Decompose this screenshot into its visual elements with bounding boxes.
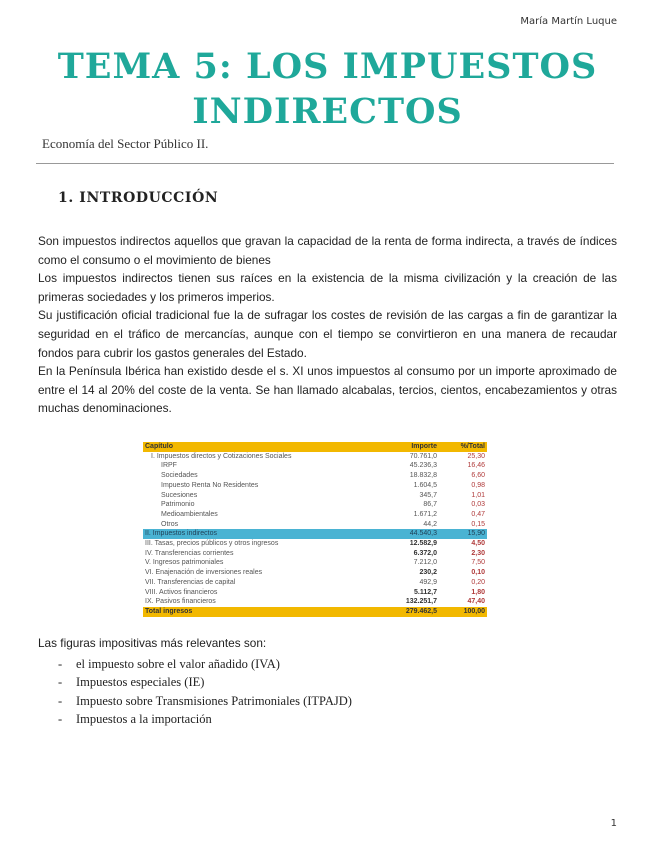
table-cell-pct: 1,80 xyxy=(471,588,485,596)
table-cell-pct: 7,50 xyxy=(471,559,485,567)
table-row xyxy=(143,529,487,539)
list-item: - el impuesto sobre el valor añadido (IVA) xyxy=(58,655,352,673)
table-row xyxy=(143,461,487,471)
table-cell-importe: 44,2 xyxy=(423,520,437,528)
table-row xyxy=(143,481,487,491)
section-body xyxy=(38,232,617,418)
table-cell-label: VII. Transferencias de capital xyxy=(145,578,236,586)
table-cell-importe: 7.212,0 xyxy=(413,559,437,567)
table-cell-label: IX. Pasivos financieros xyxy=(145,598,216,606)
table-cell-label: Sucesiones xyxy=(161,491,198,499)
section-heading: 1. INTRODUCCIÓN xyxy=(58,190,219,206)
paragraph: Los impuestos indirectos tienen sus raíces en la existencia de la misma civilización y la creación de las primeras sociedades y los primeros imperios. xyxy=(38,271,617,304)
table-cell-importe: 44.540,3 xyxy=(383,529,439,539)
table-row xyxy=(143,452,487,462)
table-cell-label: Patrimonio xyxy=(161,501,195,509)
page-number: 1 xyxy=(610,818,617,829)
table-cell-label: Total ingresos xyxy=(143,607,383,617)
table-cell-label: VIII. Activos financieros xyxy=(145,588,218,596)
author-name: María Martín Luque xyxy=(520,16,617,27)
list-item: - Impuestos a la importación xyxy=(58,710,352,728)
document-title: TEMA 5: LOS IMPUESTOS INDIRECTOS xyxy=(57,46,598,132)
document-subtitle: Economía del Sector Público II. xyxy=(42,136,209,151)
table-cell-label: Impuesto Renta No Residentes xyxy=(161,481,259,489)
table-cell-label: Sociedades xyxy=(161,472,198,480)
table-cell-pct: 0,20 xyxy=(471,578,485,586)
table-cell-importe: 18.832,8 xyxy=(409,472,437,480)
table-cell-importe: 12.582,9 xyxy=(409,540,437,548)
table-row xyxy=(143,607,487,617)
table-cell-label: III. Tasas, precios públicos y otros ingresos xyxy=(145,540,279,548)
table-cell-importe: 230,2 xyxy=(419,569,437,577)
table-cell-pct: 0,03 xyxy=(471,501,485,509)
table-cell-importe: 279.462,5 xyxy=(383,607,439,617)
table-cell-label: V. Ingresos patrimoniales xyxy=(145,559,224,567)
table-row xyxy=(143,588,487,598)
table-cell-label: VI. Enajenación de inversiones reales xyxy=(145,569,263,577)
table-cell-label: I. Impuestos directos y Cotizaciones Sociales xyxy=(151,452,292,460)
table-cell-pct: 0,15 xyxy=(471,520,485,528)
table-cell-pct: 6,60 xyxy=(471,472,485,480)
table-cell-pct: 0,10 xyxy=(471,569,485,577)
table-row xyxy=(143,558,487,568)
table-row xyxy=(143,597,487,607)
table-cell-importe: 70.761,0 xyxy=(409,452,437,460)
column-header-capitulo: Capítulo xyxy=(143,442,383,452)
revenue-table xyxy=(143,442,487,617)
table-header-row xyxy=(143,442,487,452)
paragraph: Su justificación oficial tradicional fue la de sufragar los costes de revisión de las cargas a fin de garantizar la seguridad en el tráfico de mercancías, aunque con el tiempo se convirtieron en una manera de recaudar fondos para cubrir los gastos generales del Estado. xyxy=(38,308,617,360)
table-cell-pct: 25,30 xyxy=(467,452,485,460)
table-cell-importe: 6.372,0 xyxy=(413,549,437,557)
table-cell-importe: 86,7 xyxy=(423,501,437,509)
table-cell-pct: 15,90 xyxy=(439,529,487,539)
table-row xyxy=(143,520,487,530)
table-row xyxy=(143,539,487,549)
figures-intro: Las figuras impositivas más relevantes son: xyxy=(38,636,267,650)
horizontal-divider xyxy=(36,163,614,164)
table-cell-pct: 100,00 xyxy=(439,607,487,617)
table-cell-importe: 45.236,3 xyxy=(409,462,437,470)
table-cell-label: Medioambientales xyxy=(161,510,218,518)
table-cell-pct: 0,47 xyxy=(471,510,485,518)
table-row xyxy=(143,549,487,559)
table-cell-pct: 0,98 xyxy=(471,481,485,489)
table-cell-pct: 1,01 xyxy=(471,491,485,499)
table-cell-importe: 492,9 xyxy=(419,578,437,586)
paragraph: Son impuestos indirectos aquellos que gravan la capacidad de la renta de forma indirecta, a través de índices como el consumo o el movimiento de bienes xyxy=(38,234,617,267)
table-cell-label: Otros xyxy=(161,520,179,528)
table-cell-pct: 4,50 xyxy=(471,540,485,548)
table-row xyxy=(143,491,487,501)
column-header-importe: Importe xyxy=(383,442,439,452)
table-row xyxy=(143,568,487,578)
table-cell-importe: 1.671,2 xyxy=(413,510,437,518)
paragraph: En la Península Ibérica han existido desde el s. XI unos impuestos al consumo por un importe aproximado de entre el 14 al 20% del coste de la venta. Se han llamado alcabalas, tercios, cientos, encabezamientos y otras muchas denominaciones. xyxy=(38,364,617,416)
table-cell-importe: 132.251,7 xyxy=(405,598,437,606)
table-cell-importe: 5.112,7 xyxy=(414,588,437,596)
table-cell-pct: 2,30 xyxy=(471,549,485,557)
table-row xyxy=(143,578,487,588)
table-cell-pct: 47,40 xyxy=(467,598,485,606)
table-cell-label: IV. Transferencias corrientes xyxy=(145,549,234,557)
column-header-pct: %/Total xyxy=(439,442,487,452)
table-cell-pct: 16,46 xyxy=(467,462,485,470)
list-item: - Impuestos especiales (IE) xyxy=(58,673,352,691)
table-row xyxy=(143,471,487,481)
table-cell-importe: 1.604,5 xyxy=(413,481,437,489)
table-cell-label: IRPF xyxy=(161,462,177,470)
figures-list xyxy=(58,655,352,728)
table-row xyxy=(143,500,487,510)
table-cell-importe: 345,7 xyxy=(419,491,437,499)
list-item: - Impuesto sobre Transmisiones Patrimoniales (ITPAJD) xyxy=(58,692,352,710)
table-row xyxy=(143,510,487,520)
table-cell-label: II. Impuestos indirectos xyxy=(143,529,383,539)
